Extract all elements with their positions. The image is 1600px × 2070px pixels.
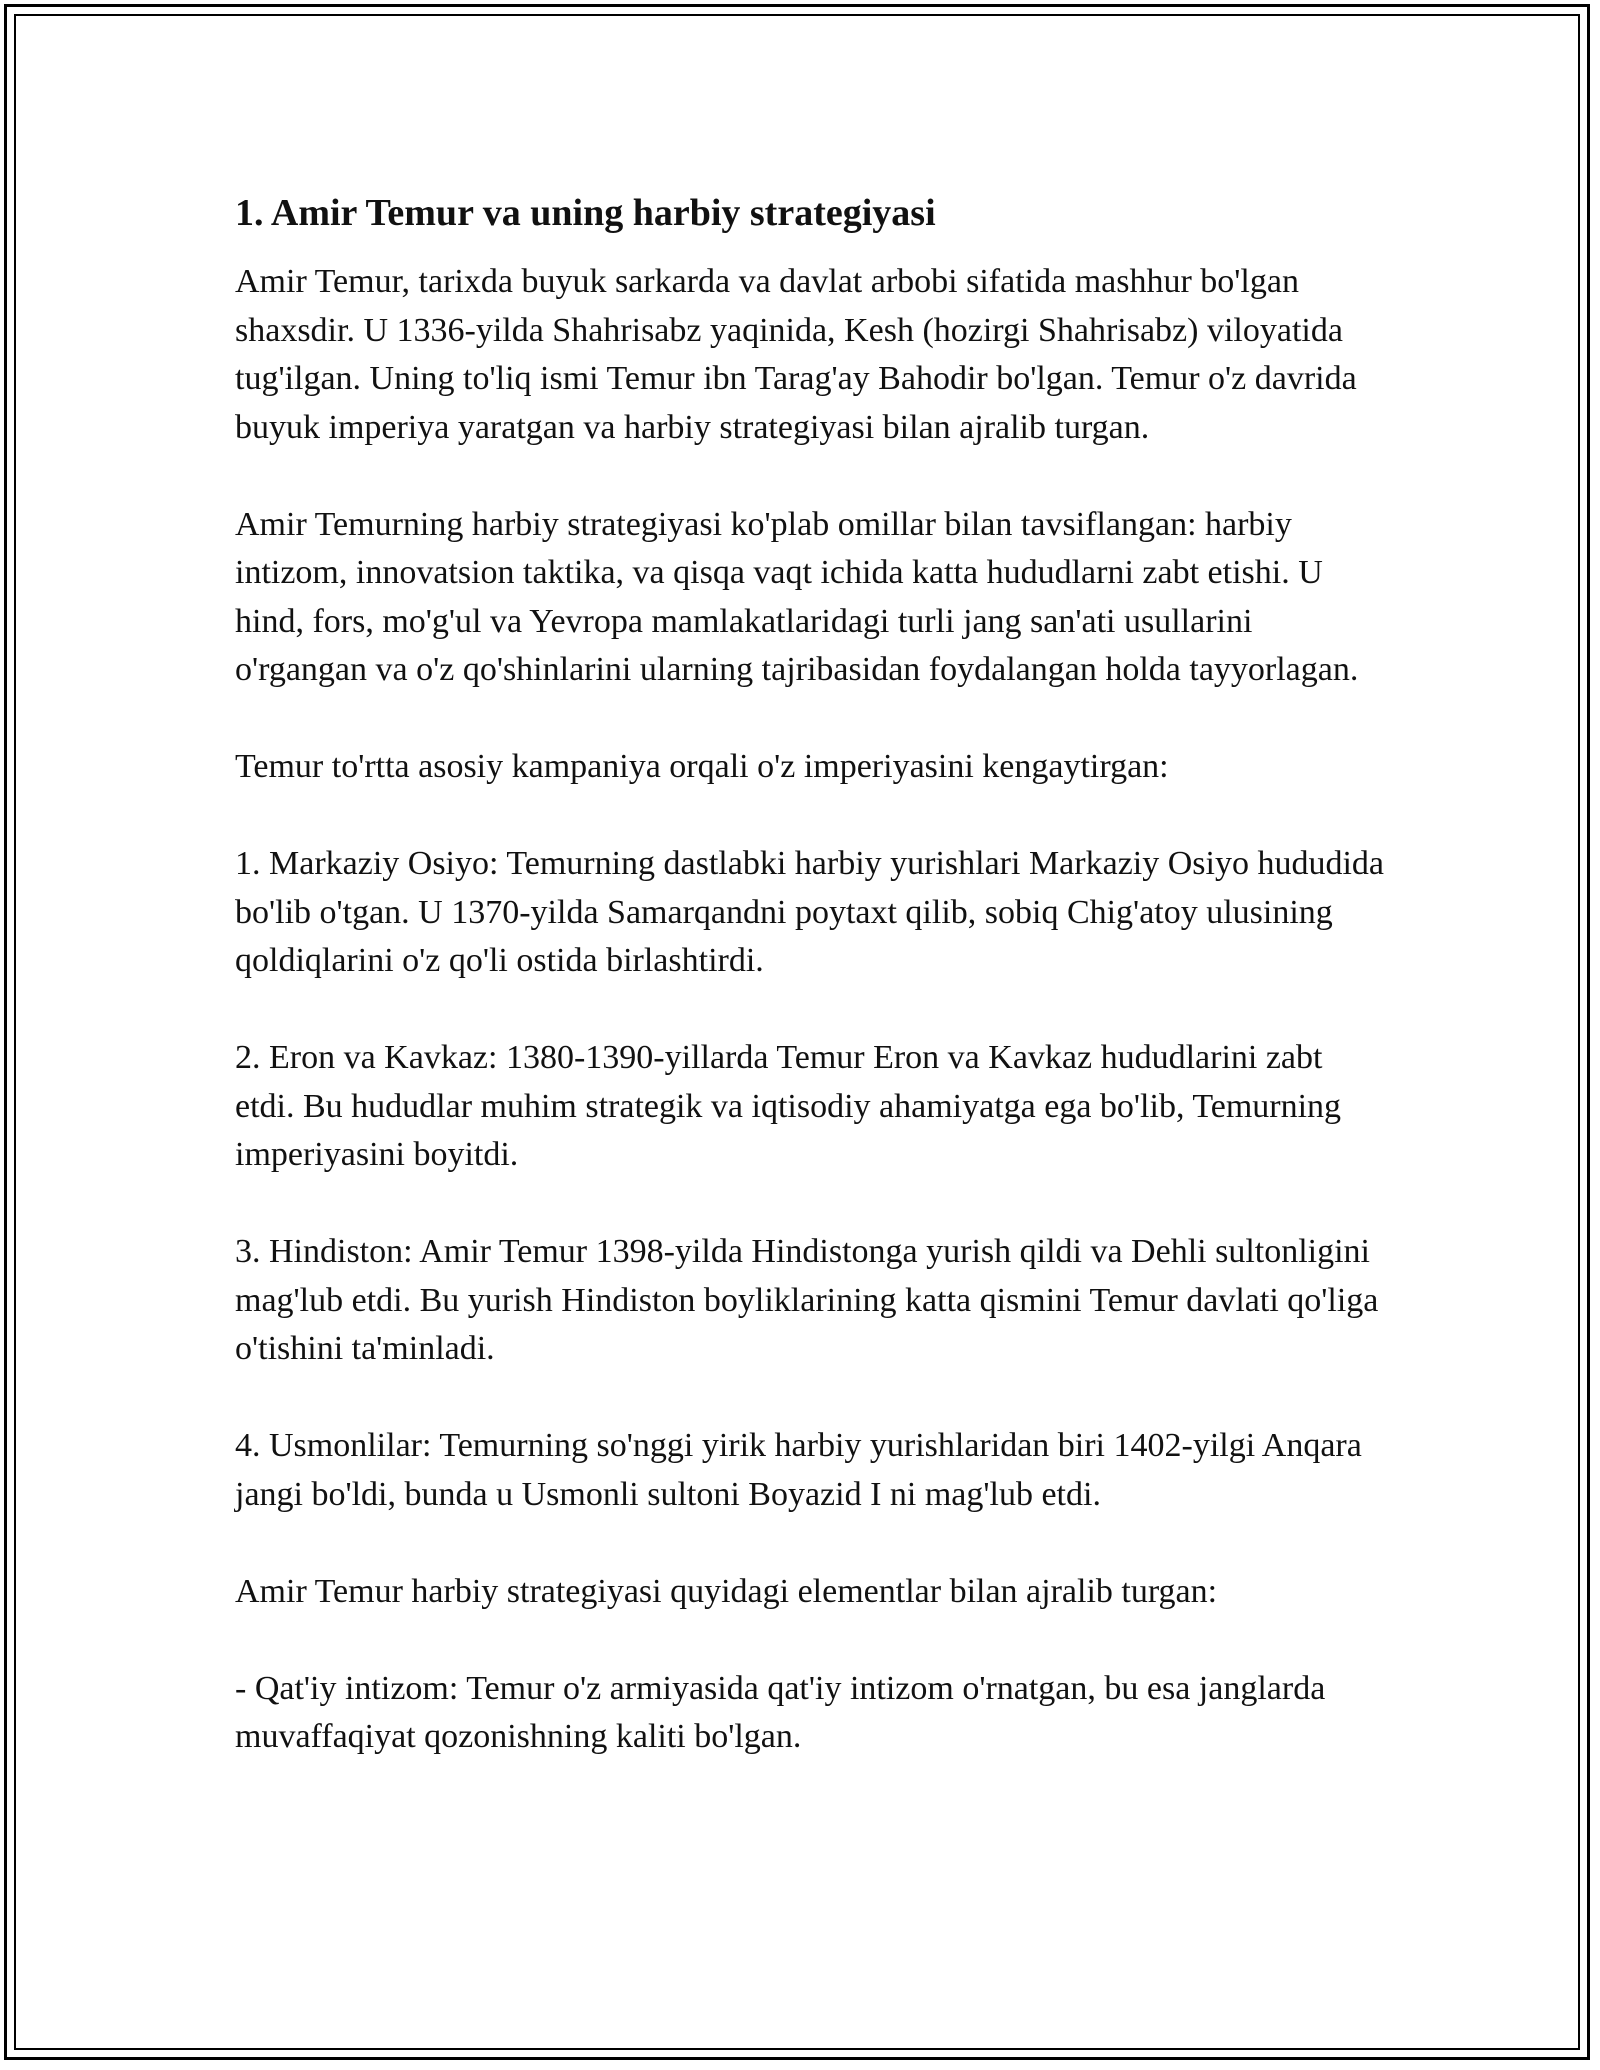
- paragraph-campaign-india: 3. Hindiston: Amir Temur 1398-yilda Hindistonga yurish qildi va Dehli sultonligini mag'lub etdi. Bu yurish Hindiston boyliklarining katta qismini Temur davlati qo'liga o'tishini ta'minladi.: [235, 1233, 1379, 1367]
- paragraph-elements-intro: Amir Temur harbiy strategiyasi quyidagi elementlar bilan ajralib turgan:: [235, 1572, 1218, 1610]
- paragraph-intro: Amir Temur, tarixda buyuk sarkarda va davlat arbobi sifatida mashhur bo'lgan shaxsdir. U 1336-yilda Shahrisabz yaqinida, Kesh (hozirgi Shahrisabz) viloyatida tug'ilgan. Uning to'liq ismi Temur ibn Tarag'ay Bahodir bo'lgan. Temur o'z davrida buyuk imperiya yaratgan va harbiy strategiyasi bilan ajralib turgan.: [235, 263, 1357, 446]
- document-title: 1. Amir Temur va uning harbiy strategiyasi: [235, 192, 936, 234]
- paragraph-campaign-central-asia: 1. Markaziy Osiyo: Temurning dastlabki harbiy yurishlari Markaziy Osiyo hududida bo'lib o'tgan. U 1370-yilda Samarqandni poytaxt qilib, sobiq Chig'atoy ulusining qoldiqlarini o'z qo'li ostida birlashtirdi.: [235, 845, 1384, 979]
- paragraph-strategy: Amir Temurning harbiy strategiyasi ko'plab omillar bilan tavsiflangan: harbiy intizom, innovatsion taktika, va qisqa vaqt ichida katta hududlarni zabt etishi. U hind, fors, mo'g'ul va Yevropa mamlakatlaridagi turli jang san'ati usullarini o'rgangan va o'z qo'shinlarini ularning tajribasidan foydalangan holda tayyorlagan.: [235, 505, 1359, 688]
- paragraph-campaign-iran-caucasus: 2. Eron va Kavkaz: 1380-1390-yillarda Temur Eron va Kavkaz hududlarini zabt etdi. Bu hududlar muhim strategik va iqtisodiy ahamiyatga ega bo'lib, Temurning imperiyasini boyitdi.: [235, 1039, 1342, 1173]
- paragraph-campaign-ottomans: 4. Usmonlilar: Temurning so'nggi yirik harbiy yurishlaridan biri 1402-yilgi Anqara jangi bo'ldi, bunda u Usmonli sultoni Boyazid I ni mag'lub etdi.: [235, 1427, 1362, 1513]
- paragraph-discipline: - Qat'iy intizom: Temur o'z armiyasida qat'iy intizom o'rnatgan, bu esa janglarda muvaffaqiyat qozonishning kaliti bo'lgan.: [235, 1669, 1326, 1755]
- document-body: [235, 186, 1385, 1810]
- paragraph-campaigns-intro: Temur to'rtta asosiy kampaniya orqali o'z imperiyasini kengaytirgan:: [235, 748, 1169, 785]
